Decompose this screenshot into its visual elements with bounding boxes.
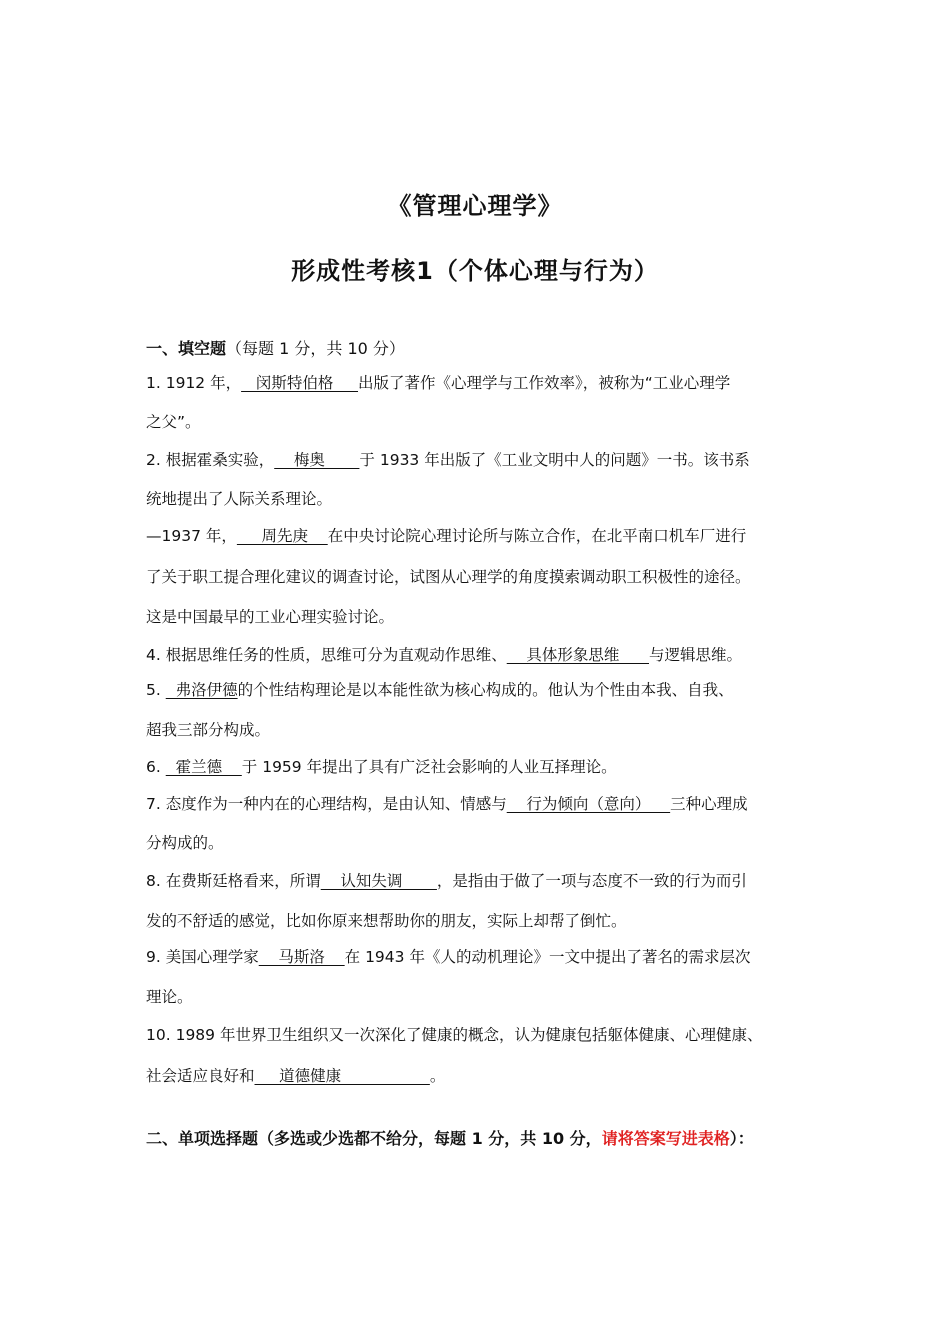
q6-answer: 霍兰德 (165, 758, 242, 776)
q3-line3: 这是中国最早的工业心理实验讨论。 (146, 608, 395, 626)
q7-answer: 行为倾向（意向） (506, 795, 671, 813)
document-title: 《管理心理学》 (387, 192, 563, 220)
q10-line2: 社会适应良好和 道德健康 。 (146, 1067, 446, 1085)
q8-line2: 发的不舒适的感觉，比如你原来想帮助你的朋友，实际上却帮了倒忙。 (146, 912, 627, 930)
q7-line2: 分构成的。 (146, 834, 224, 852)
q3-answer: 周先庚 (236, 527, 328, 545)
q5-answer: 弗洛伊德 (165, 681, 238, 699)
section2-heading: 二、单项选择题（多选或少选都不给分，每题 1 分，共 10 分，请将答案写进表格）： (146, 1129, 754, 1148)
section1-heading (146, 336, 405, 359)
q5-line1: 5. 弗洛伊德的个性结构理论是以本能性欲为核心构成的。他认为个性由本我、自我、 (146, 681, 734, 699)
q4-line1: 4. 根据思维任务的性质，思维可分为直观动作思维、 具体形象思维 与逻辑思维。 (146, 646, 743, 664)
q3-line2: 了关于职工提合理化建议的调查讨论，试图从心理学的角度摸索调动职工积极性的途径。 (146, 568, 751, 586)
q9-answer: 马斯洛 (258, 948, 345, 966)
q4-answer: 具体形象思维 (506, 646, 649, 664)
q2-line1: 2. 根据霍桑实验， 梅奥 于 1933 年出版了《工业文明中人的问题》一书。该书系 (146, 451, 750, 469)
q2-answer: 梅奥 (274, 451, 360, 469)
q1-answer: 闵斯特伯格 (241, 374, 359, 392)
q1-line2: 之父”。 (146, 413, 201, 431)
q9-line2: 理论。 (146, 988, 193, 1006)
q9-line1: 9. 美国心理学家 马斯洛 在 1943 年《人的动机理论》一文中提出了著名的需求层次 (146, 948, 751, 966)
q7-line1: 7. 态度作为一种内在的心理结构，是由认知、情感与 行为倾向（意向） 三种心理成 (146, 795, 748, 813)
q6-line1: 6. 霍兰德 于 1959 年提出了具有广泛社会影响的人业互择理论。 (146, 758, 617, 776)
section2-instruction-highlight: 请将答案写进表格 (601, 1129, 730, 1148)
q10-answer: 道德健康 (254, 1067, 430, 1085)
q8-line1: 8. 在费斯廷格看来，所谓 认知失调 ，是指由于做了一项与态度不一致的行为而引 (146, 872, 747, 890)
document-subtitle: 形成性考核1（个体心理与行为） (291, 257, 659, 285)
q8-answer: 认知失调 (320, 872, 437, 890)
q3-line1: —1937 年， 周先庚 在中央讨论院心理讨论所与陈立合作，在北平南口机车厂进行 (146, 527, 747, 545)
q5-line2: 超我三部分构成。 (146, 721, 271, 739)
q1-line1: 1. 1912 年， 闵斯特伯格 出版了著作《心理学与工作效率》，被称为“工业心理学 (146, 374, 731, 392)
q2-line2: 统地提出了人际关系理论。 (146, 490, 333, 508)
section1-heading-label: 一、填空题 (146, 339, 227, 358)
section1-heading-note: （每题 1 分，共 10 分） (226, 339, 405, 358)
q10-line1: 10. 1989 年世界卫生组织又一次深化了健康的概念，认为健康包括躯体健康、心理健康、 (146, 1026, 763, 1044)
